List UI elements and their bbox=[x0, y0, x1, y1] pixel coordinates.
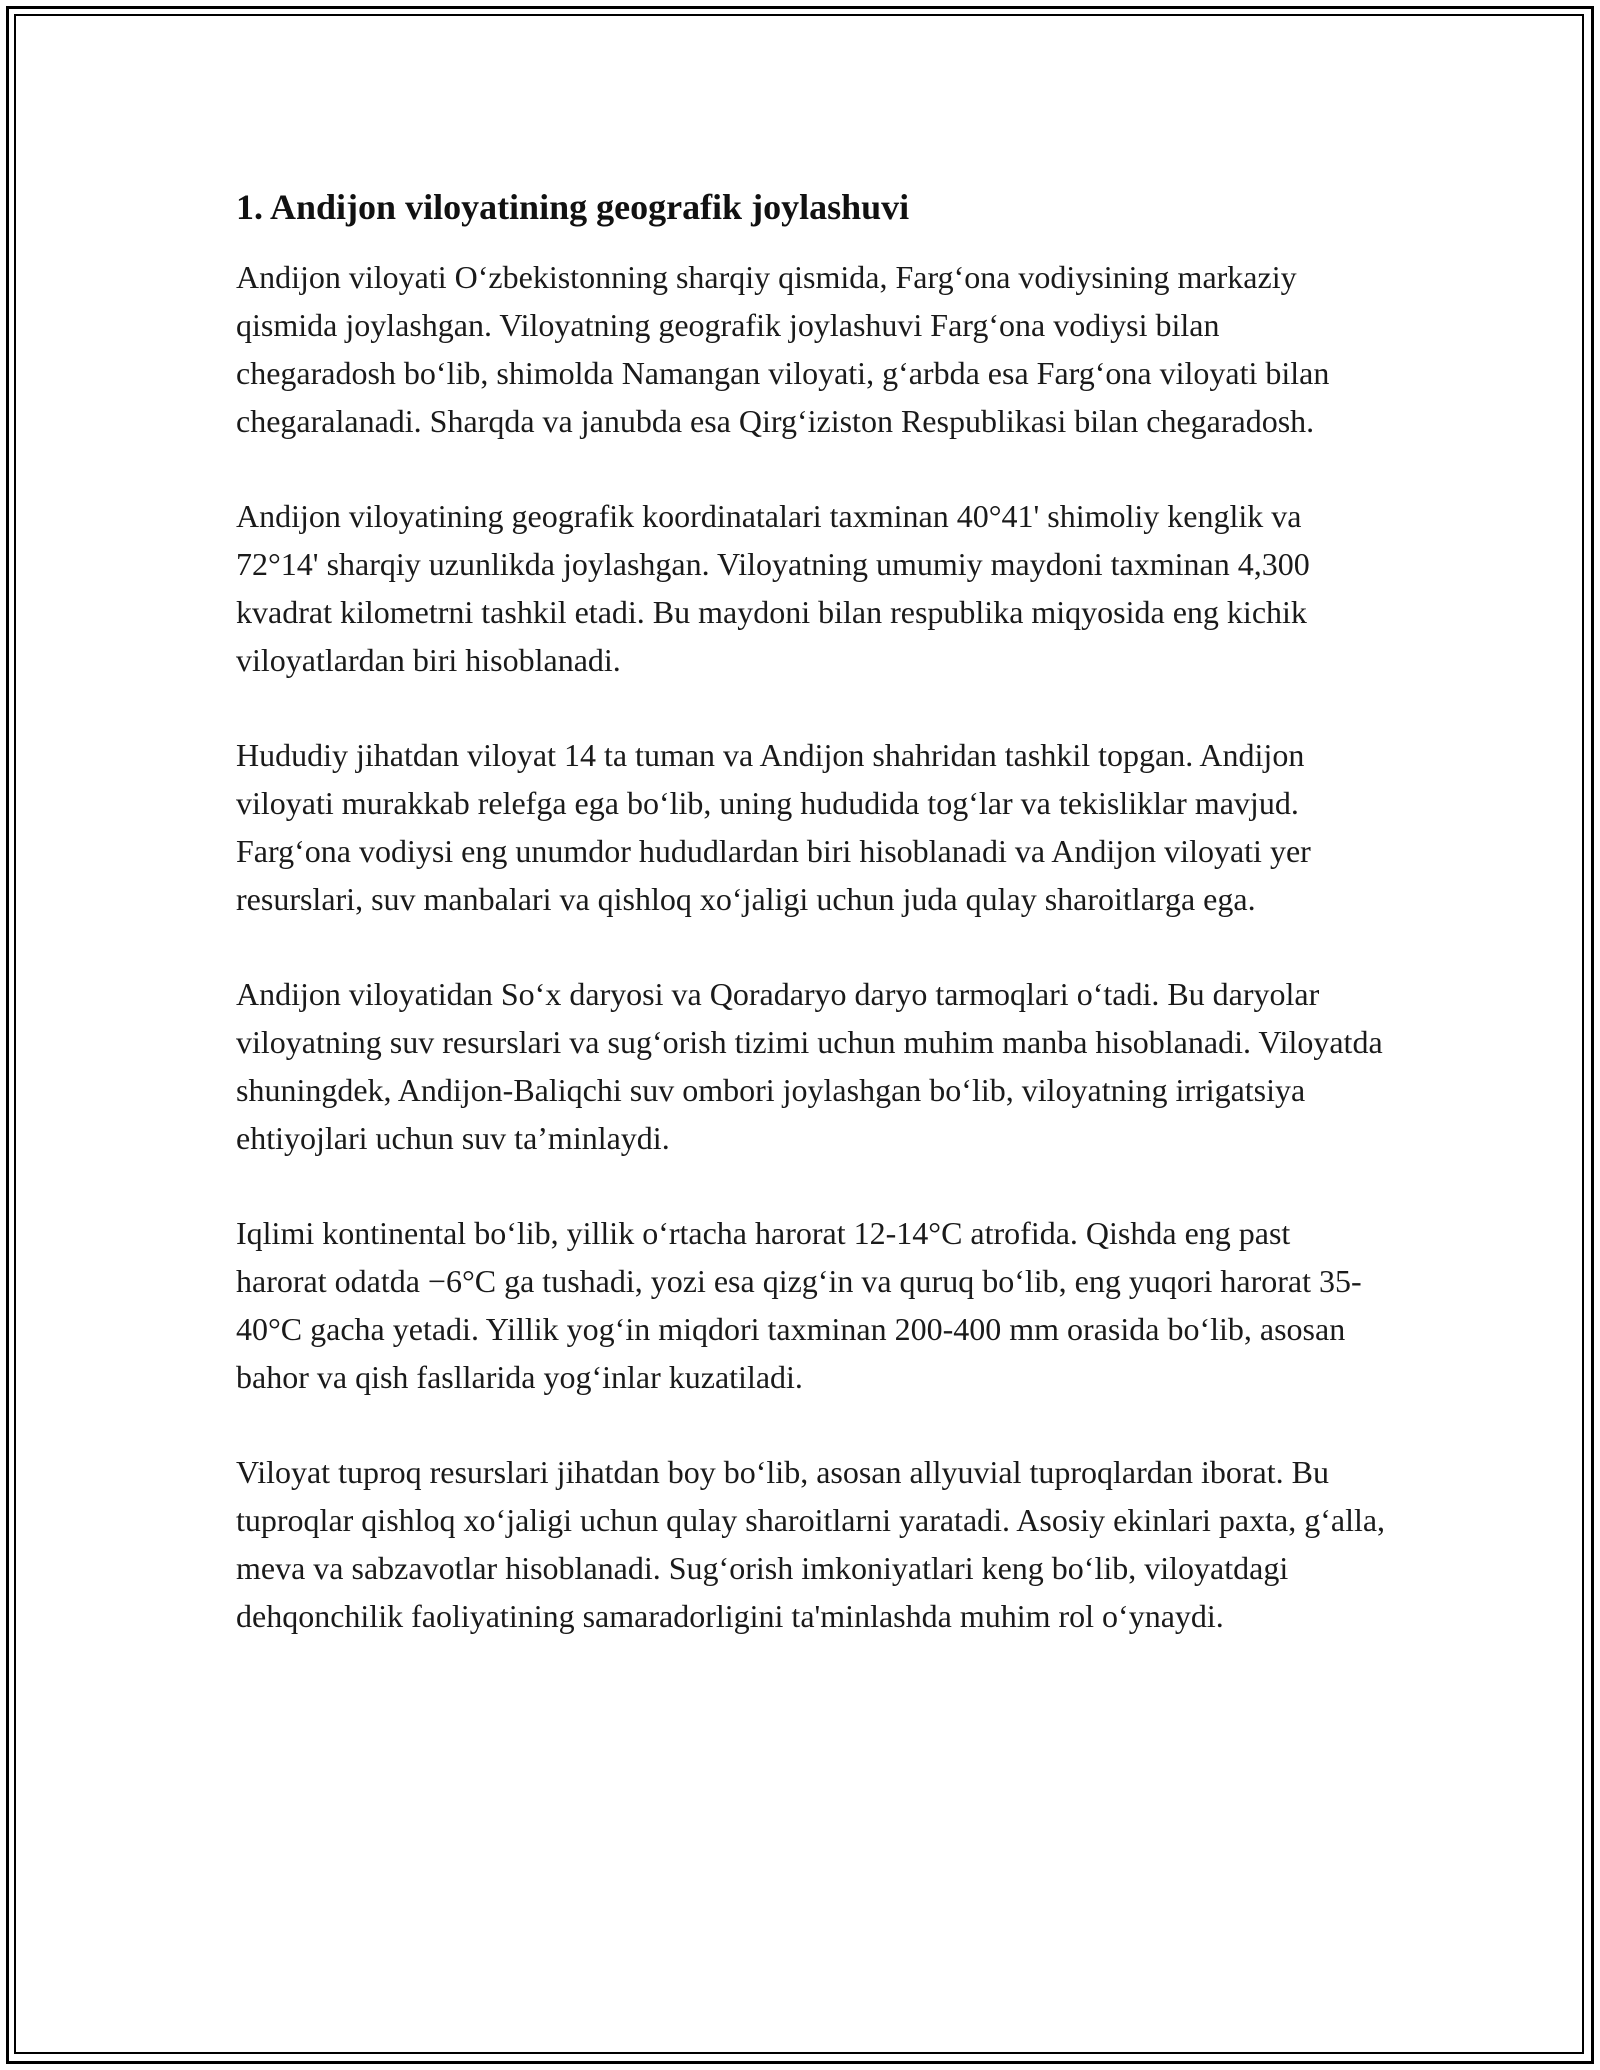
document-body bbox=[236, 183, 1386, 1687]
paragraph-territory: Hududiy jihatdan viloyat 14 ta tuman va Andijon shahridan tashkil topgan. Andijon viloyati murakkab relefga ega bo‘lib, uning hududida tog‘lar va tekisliklar mavjud. Farg‘ona vodiysi eng unumdor hududlardan biri hisoblanadi va Andijon viloyati yer resurslari, suv manbalari va qishloq xo‘jaligi uchun juda qulay sharoitlarga ega. bbox=[236, 737, 1311, 917]
paragraph-soil: Viloyat tuproq resurslari jihatdan boy bo‘lib, asosan allyuvial tuproqlardan iborat. Bu tuproqlar qishloq xo‘jaligi uchun qulay sharoitlarni yaratadi. Asosiy ekinlari paxta, g‘alla, meva va sabzavotlar hisoblanadi. Sug‘orish imkoniyatlari keng bo‘lib, viloyatdagi dehqonchilik faoliyatining samaradorligini ta'minlashda muhim rol o‘ynaydi. bbox=[236, 1454, 1386, 1634]
paragraph-location: Andijon viloyati O‘zbekistonning sharqiy qismida, Farg‘ona vodiysining markaziy qismida joylashgan. Viloyatning geografik joylashuvi Farg‘ona vodiysi bilan chegaradosh bo‘lib, shimolda Namangan viloyati, g‘arbda esa Farg‘ona viloyati bilan chegaralanadi. Sharqda va janubda esa Qirg‘iziston Respublikasi bilan chegaradosh. bbox=[236, 259, 1330, 439]
paragraph-coordinates: Andijon viloyatining geografik koordinatalari taxminan 40°41' shimoliy kenglik va 72°14' sharqiy uzunlikda joylashgan. Viloyatning umumiy maydoni taxminan 4,300 kvadrat kilometrni tashkil etadi. Bu maydoni bilan respublika miqyosida eng kichik viloyatlardan biri hisoblanadi. bbox=[236, 498, 1310, 678]
section-title: 1. Andijon viloyatining geografik joylashuvi bbox=[236, 187, 910, 227]
paragraph-climate: Iqlimi kontinental bo‘lib, yillik o‘rtacha harorat 12-14°C atrofida. Qishda eng past harorat odatda −6°C ga tushadi, yozi esa qizg‘in va quruq bo‘lib, eng yuqori harorat 35-40°C gacha yetadi. Yillik yog‘in miqdori taxminan 200-400 mm orasida bo‘lib, asosan bahor va qish fasllarida yog‘inlar kuzatiladi. bbox=[236, 1215, 1362, 1395]
paragraph-rivers: Andijon viloyatidan So‘x daryosi va Qoradaryo daryo tarmoqlari o‘tadi. Bu daryolar viloyatning suv resurslari va sug‘orish tizimi uchun muhim manba hisoblanadi. Viloyatda shuningdek, Andijon-Baliqchi suv ombori joylashgan bo‘lib, viloyatning irrigatsiya ehtiyojlari uchun suv ta’minlaydi. bbox=[236, 976, 1383, 1156]
